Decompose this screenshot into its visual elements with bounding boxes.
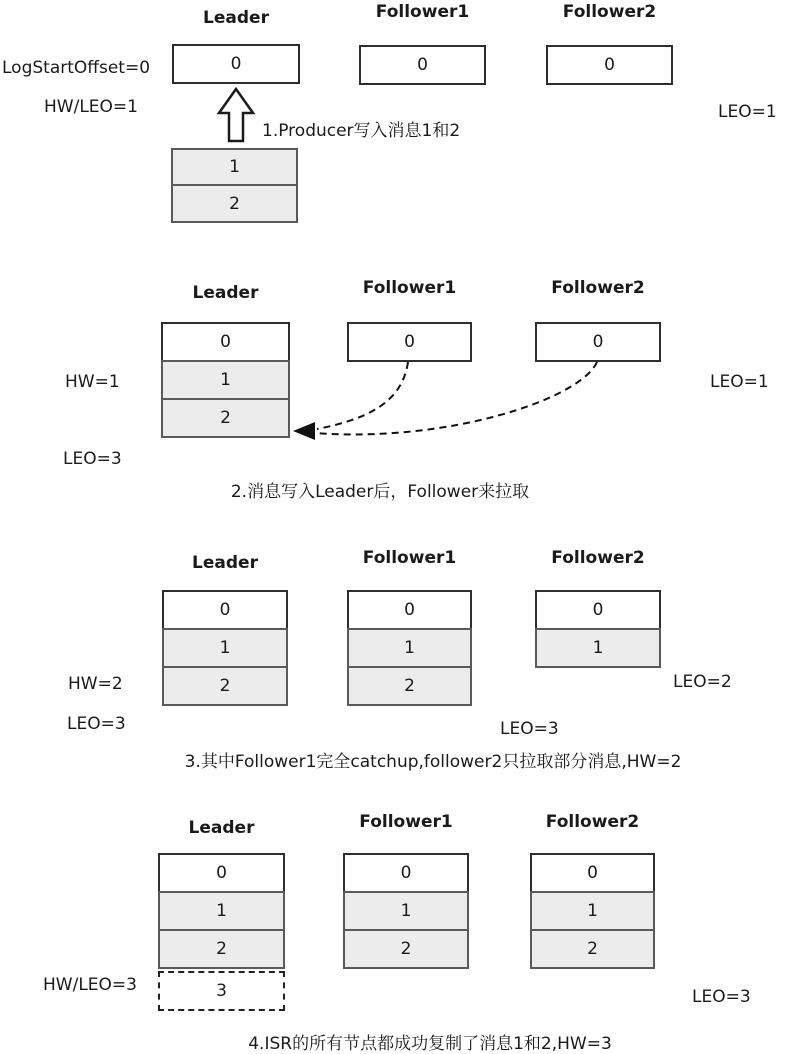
stage3-hw-label: HW=2 (68, 674, 123, 694)
stage3-follower1-cell-0: 0 (347, 590, 472, 630)
stage3-leo-follower1-label: LEO=3 (500, 719, 559, 739)
stage3-caption: 3.其中Follower1完全catchup,follower2只拉取部分消息,HW=2 (184, 752, 682, 772)
stage4-leader-cell-0: 0 (158, 853, 285, 893)
stage1-follower2-cell-0: 0 (546, 45, 673, 85)
stage1-leader-title: Leader (203, 8, 269, 28)
stage3-leader-title: Leader (192, 553, 258, 573)
stage3-leader-cell-2: 2 (162, 666, 288, 706)
stage1-follower1-title: Follower1 (375, 2, 470, 22)
stage2-leo-left-label: LEO=3 (63, 449, 122, 469)
stage4-leo-right-label: LEO=3 (692, 987, 751, 1007)
stage1-hw-leo-label: HW/LEO=1 (44, 97, 138, 117)
stage1-logstartoffset-label: LogStartOffset=0 (2, 58, 151, 78)
stage2-leo-right-label: LEO=1 (710, 372, 769, 392)
stage1-follower1-cell-0: 0 (359, 45, 486, 85)
stage1-producer-note: 1.Producer写入消息1和2 (262, 121, 461, 141)
stage2-caption: 2.消息写入Leader后，Follower来拉取 (230, 482, 530, 502)
stage1-leader-cell-0: 0 (172, 44, 300, 84)
stage2-leader-cell-1: 1 (161, 360, 290, 400)
stage3-leader-cell-0: 0 (162, 590, 288, 630)
stage4-leader-cell-3-uncommitted: 3 (158, 971, 285, 1011)
stage2-leader-cell-2: 2 (161, 398, 290, 438)
stage1-pending-cell-2: 2 (171, 184, 298, 223)
stage2-follower1-cell-0: 0 (347, 322, 472, 362)
stage2-follower2-title: Follower2 (551, 278, 645, 298)
stage2-follower2-cell-0: 0 (535, 322, 661, 362)
stage4-hw-leo-label: HW/LEO=3 (43, 975, 137, 995)
stage3-follower1-title: Follower1 (362, 548, 457, 568)
stage3-leader-cell-1: 1 (162, 628, 288, 668)
stage4-follower2-title: Follower2 (545, 812, 640, 832)
producer-up-arrow-icon (215, 86, 259, 144)
stage3-follower1-cell-2: 2 (347, 666, 472, 706)
stage2-follower1-title: Follower1 (362, 278, 457, 298)
stage3-follower2-title: Follower2 (551, 548, 645, 568)
stage2-hw-label: HW=1 (65, 372, 120, 392)
stage4-follower1-cell-1: 1 (343, 891, 469, 931)
stage3-follower2-cell-0: 0 (535, 590, 661, 630)
fetch-dashed-arrows (285, 355, 615, 447)
stage4-follower2-cell-0: 0 (530, 853, 655, 893)
stage4-follower2-cell-2: 2 (530, 929, 655, 969)
stage3-leo-left-label: LEO=3 (67, 714, 126, 734)
stage1-pending-cell-1: 1 (171, 148, 298, 186)
stage3-follower1-cell-1: 1 (347, 628, 472, 668)
stage4-follower1-cell-2: 2 (343, 929, 469, 969)
stage4-follower1-title: Follower1 (359, 812, 453, 832)
stage4-follower1-cell-0: 0 (343, 853, 469, 893)
stage4-leader-cell-1: 1 (158, 891, 285, 931)
arrowhead-left-icon (293, 422, 315, 440)
stage3-leo-right-label: LEO=2 (673, 672, 732, 692)
stage4-leader-title: Leader (188, 818, 255, 838)
stage3-follower2-cell-1: 1 (535, 628, 661, 668)
stage1-follower2-title: Follower2 (562, 2, 657, 22)
stage4-follower2-cell-1: 1 (530, 891, 655, 931)
stage4-leader-cell-2: 2 (158, 929, 285, 969)
stage4-caption: 4.ISR的所有节点都成功复制了消息1和2,HW=3 (248, 1034, 612, 1054)
stage1-leo-right-label: LEO=1 (718, 102, 777, 122)
stage2-leader-cell-0: 0 (161, 322, 290, 362)
stage2-leader-title: Leader (192, 283, 259, 303)
